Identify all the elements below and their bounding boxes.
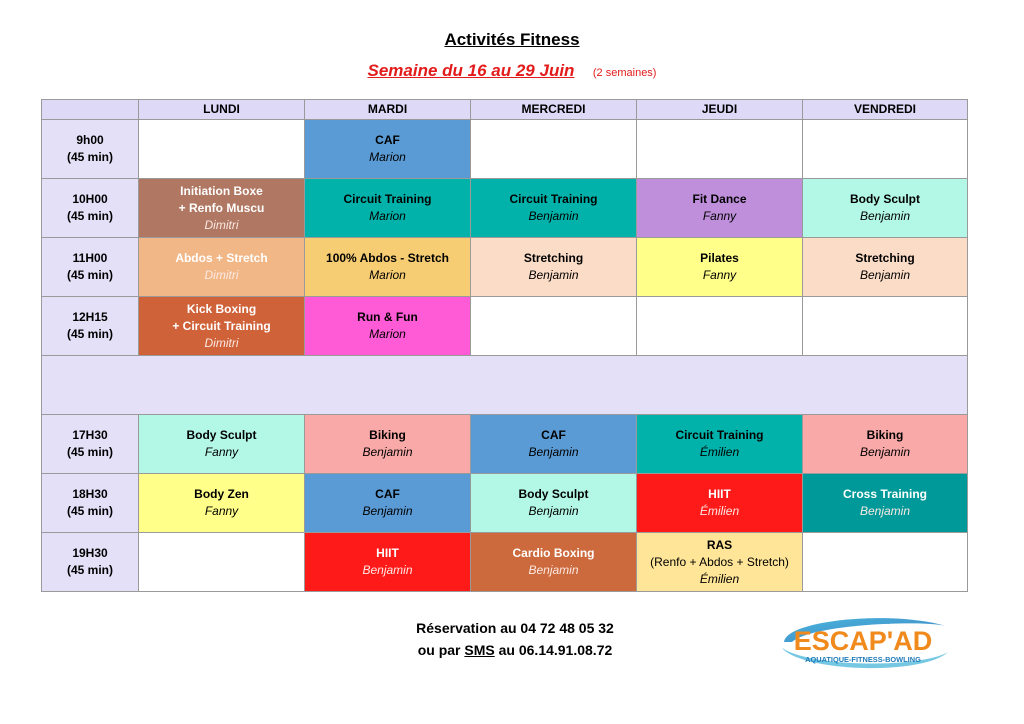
time-slot-row [42, 179, 968, 238]
coach-name: Benjamin [528, 268, 579, 282]
day-header-vendredi: VENDREDI [803, 100, 968, 120]
time-label: 18H30 [72, 487, 108, 501]
subtitle-row [0, 61, 1024, 81]
activity-name: HIIT [708, 487, 731, 501]
activity-name: Cardio Boxing [512, 546, 595, 560]
sms-prefix: ou par [417, 642, 465, 658]
activity-cell [305, 179, 471, 238]
coach-name: Benjamin [859, 504, 911, 518]
duration-label: (45 min) [66, 563, 113, 577]
activity-name: Biking [866, 428, 904, 442]
schedule-body [42, 120, 968, 592]
duration-label: (45 min) [66, 504, 113, 518]
activity-name: Kick Boxing [186, 301, 257, 316]
activity-name: HIIT [376, 546, 399, 560]
coach-name: Benjamin [528, 209, 579, 223]
coach-name: Émilien [699, 504, 740, 518]
activity-cell [471, 533, 637, 592]
time-label: 10H00 [72, 192, 108, 206]
time-slot-row [42, 120, 968, 179]
activity-cell [139, 415, 305, 474]
activity-name: RAS [706, 537, 733, 552]
activity-cell [305, 415, 471, 474]
activity-name: CAF [541, 428, 566, 442]
activity-cell [305, 474, 471, 533]
time-label: 17H30 [72, 428, 108, 442]
time-cell [42, 533, 139, 592]
activity-name: Cross Training [842, 487, 928, 501]
activity-detail: (Renfo + Abdos + Stretch) [650, 554, 789, 569]
duration-label: (45 min) [66, 445, 113, 459]
coach-name: Dimitri [204, 217, 239, 232]
time-cell [42, 120, 139, 179]
activity-cell [471, 179, 637, 238]
coach-name: Marion [369, 209, 406, 223]
week-subtitle: Semaine du 16 au 29 Juin [367, 61, 575, 80]
activity-cell [139, 179, 305, 238]
day-header-mercredi: MERCREDI [471, 100, 637, 120]
activity-cell [305, 533, 471, 592]
activity-cell [305, 238, 471, 297]
coach-name: Fanny [702, 268, 737, 282]
activity-name: Circuit Training [509, 192, 598, 206]
coach-name: Marion [369, 268, 406, 282]
coach-name: Marion [369, 327, 406, 341]
activity-name: Body Sculpt [186, 428, 257, 442]
activity-cell [637, 533, 803, 592]
sms-number: au 06.14.91.08.72 [494, 642, 613, 658]
activity-name: Abdos + Stretch [175, 251, 268, 265]
coach-name: Fanny [702, 209, 737, 223]
empty-cell [471, 297, 637, 356]
duration-label: (45 min) [66, 327, 113, 341]
corner-cell [42, 100, 139, 120]
coach-name: Émilien [699, 571, 740, 586]
coach-name: Émilien [699, 445, 740, 459]
reservation-sms-line [350, 639, 680, 661]
sms-label: SMS [464, 642, 495, 658]
coach-name: Benjamin [528, 504, 579, 518]
page-title: Activités Fitness [444, 30, 580, 49]
activity-name: Circuit Training [343, 192, 432, 206]
time-label: 11H00 [72, 251, 108, 265]
reservation-info [350, 617, 680, 661]
activity-cell [637, 238, 803, 297]
week-duration-note: (2 semaines) [592, 67, 657, 79]
activity-name-line2: + Circuit Training [172, 318, 271, 333]
activity-cell [305, 297, 471, 356]
activity-name: Stretching [855, 251, 915, 265]
escapad-logo [772, 612, 954, 674]
activity-name: Body Sculpt [849, 192, 920, 206]
empty-cell [637, 297, 803, 356]
logo-name-text: ESCAP'AD [793, 626, 933, 656]
activity-cell [471, 474, 637, 533]
activity-cell [803, 474, 968, 533]
coach-name: Benjamin [859, 445, 911, 459]
time-label: 9h00 [76, 133, 104, 147]
day-header-jeudi: JEUDI [637, 100, 803, 120]
time-slot-row [42, 533, 968, 592]
activity-cell [637, 474, 803, 533]
activity-name: Circuit Training [675, 428, 764, 442]
activity-cell [471, 238, 637, 297]
empty-cell [471, 120, 637, 179]
time-cell [42, 474, 139, 533]
coach-name: Benjamin [362, 563, 413, 577]
coach-name: Benjamin [528, 445, 579, 459]
coach-name: Benjamin [362, 445, 413, 459]
empty-cell [803, 533, 968, 592]
time-slot-row [42, 297, 968, 356]
activity-cell [637, 179, 803, 238]
day-header-mardi: MARDI [305, 100, 471, 120]
coach-name: Benjamin [362, 504, 413, 518]
activity-cell [803, 179, 968, 238]
coach-name: Marion [369, 150, 406, 164]
time-cell [42, 179, 139, 238]
activity-name: Body Sculpt [518, 487, 589, 501]
activity-cell [803, 415, 968, 474]
time-cell [42, 297, 139, 356]
empty-cell [139, 120, 305, 179]
empty-cell [803, 297, 968, 356]
time-label: 12H15 [72, 310, 108, 324]
activity-cell [139, 474, 305, 533]
activity-cell [803, 238, 968, 297]
reservation-phone: Réservation au 04 72 48 05 32 [416, 620, 614, 636]
fitness-schedule-table [41, 99, 968, 592]
duration-label: (45 min) [66, 268, 113, 282]
activity-cell [139, 297, 305, 356]
time-cell [42, 415, 139, 474]
coach-name: Fanny [204, 445, 239, 459]
activity-name: Body Zen [194, 487, 249, 501]
coach-name: Fanny [204, 504, 239, 518]
empty-cell [139, 533, 305, 592]
activity-name: 100% Abdos - Stretch [326, 251, 449, 265]
day-header-lundi: LUNDI [139, 100, 305, 120]
activity-cell [305, 120, 471, 179]
coach-name: Dimitri [204, 268, 239, 282]
time-slot-row [42, 415, 968, 474]
day-header-row [42, 100, 968, 120]
activity-name: Biking [369, 428, 406, 442]
activity-cell [471, 415, 637, 474]
time-slot-row [42, 238, 968, 297]
activity-name: Run & Fun [357, 310, 418, 324]
activity-name: Initiation Boxe [180, 183, 263, 198]
time-cell [42, 238, 139, 297]
coach-name: Benjamin [528, 563, 579, 577]
duration-label: (45 min) [66, 209, 113, 223]
coach-name: Dimitri [204, 335, 239, 350]
activity-name: CAF [375, 133, 400, 147]
empty-cell [803, 120, 968, 179]
time-slot-row [42, 474, 968, 533]
logo-tagline-text: AQUATIQUE-FITNESS-BOWLING [805, 655, 921, 664]
activity-name: Pilates [700, 251, 739, 265]
coach-name: Benjamin [859, 268, 911, 282]
midday-break-cell [42, 356, 968, 415]
activity-name: CAF [375, 487, 400, 501]
midday-break-row [42, 356, 968, 415]
activity-name: Stretching [523, 251, 584, 265]
empty-cell [637, 120, 803, 179]
activity-cell [637, 415, 803, 474]
duration-label: (45 min) [66, 150, 113, 164]
coach-name: Benjamin [859, 209, 911, 223]
activity-cell [139, 238, 305, 297]
activity-name: Fit Dance [692, 192, 747, 206]
time-label: 19H30 [72, 546, 108, 560]
activity-name-line2: + Renfo Muscu [178, 200, 265, 215]
